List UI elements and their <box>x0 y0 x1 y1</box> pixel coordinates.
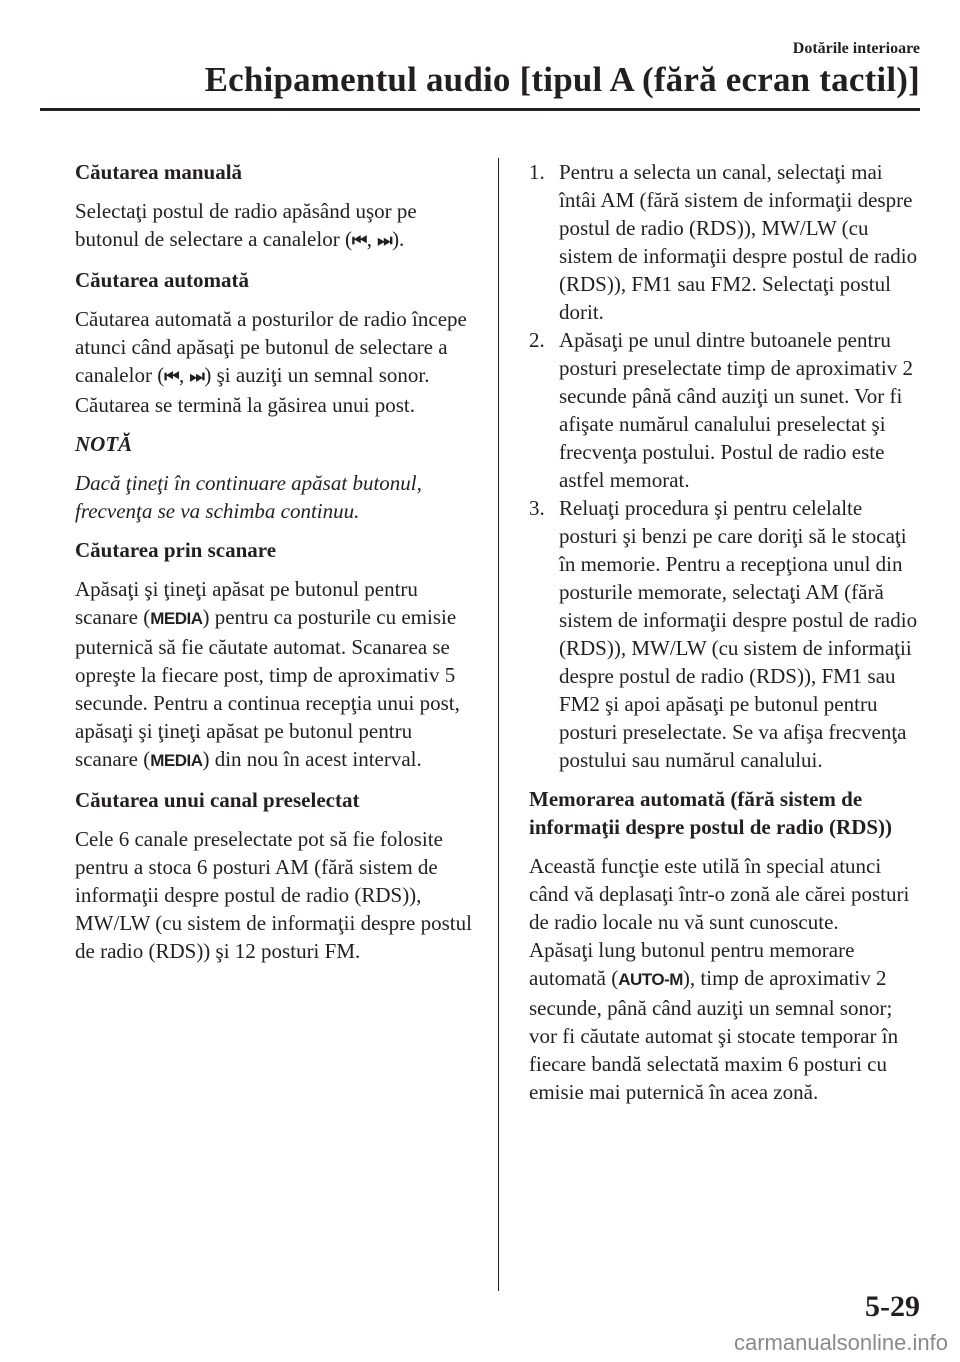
scan-search-heading: Căutarea prin scanare <box>75 538 277 562</box>
step-number: 2. <box>529 328 545 352</box>
auto-text-b: ) şi auziţi un semnal sonor. Căutarea se termină la găsirea unui post. <box>75 363 430 417</box>
media-button-icon: MEDIA <box>150 751 203 770</box>
manual-search-heading: Căutarea manuală <box>75 160 243 184</box>
manual-text-b: ). <box>392 227 405 251</box>
preset-steps-list <box>529 158 924 774</box>
list-item <box>529 494 924 774</box>
preset-search-heading: Căutarea unui canal preselectat <box>75 788 360 812</box>
manual-text-a: Selectaţi postul de radio apăsând uşor pe butonul de selectare a canalelor ( <box>75 199 417 251</box>
step-text: Reluaţi procedura şi pentru celelalte posturi şi benzi pe care doriţi să le stocaţi în memorie. Pentru a recepţiona unul din posturile memorate, selectaţi AM (fără sistem de informaţii despre postul de radio (RDS)), MW/LW (cu sistem de informaţii despre postul de radio (RDS)), FM1 sau FM2 şi apoi apăsaţi pe butonul pentru posturi preselectate. Se va afişa frecvenţa postului sau numărul canalului. <box>559 496 918 772</box>
media-button-icon: MEDIA <box>150 609 203 628</box>
watermark: carmanualsonline.info <box>733 1330 948 1355</box>
auto-text-a: Căutarea automată a posturilor de radio începe atunci când apăsaţi pe butonul de selectare a canalelor ( <box>75 307 467 387</box>
seek-down-icon: ⏮ <box>351 231 367 250</box>
scan-text-c: ) din nou în acest interval. <box>202 747 422 771</box>
list-item <box>529 158 924 326</box>
step-text: Pentru a selecta un canal, selectaţi mai întâi AM (fără sistem de informaţii despre postul de radio (RDS)), MW/LW (cu sistem de informaţii despre postul de radio (RDS)), FM1 sau FM2. Selectaţi postul dorit. <box>559 160 918 324</box>
note-title: NOTĂ <box>75 432 133 456</box>
manual-search-text <box>75 197 477 255</box>
auto-search-heading: Căutarea automată <box>75 268 250 292</box>
column-divider <box>498 158 499 1291</box>
header-rule <box>40 108 920 111</box>
step-text: Apăsaţi pe unul dintre butoanele pentru posturi preselectate timp de aproximativ 2 secunde până când auziţi un sunet. Vor fi afişate numărul canalului preselectat şi frecvenţa postului. Postul de radio este astfel memorat. <box>559 328 913 492</box>
page-number: 5-29 <box>865 1290 920 1323</box>
auto-memory-text-1: Această funcţie este utilă în special atunci când vă deplasaţi într-o zonă ale cărei posturi de radio locale nu vă sunt cunoscute. <box>529 854 910 934</box>
auto-sep: , <box>179 363 185 387</box>
scan-text-a: Apăsaţi şi ţineţi apăsat pe butonul pentru scanare ( <box>75 577 418 629</box>
seek-up-icon: ⏭ <box>377 231 393 250</box>
auto-search-text <box>75 305 477 419</box>
automem-text-a: Apăsaţi lung butonul pentru memorare automată ( <box>529 938 855 990</box>
seek-down-icon: ⏮ <box>164 367 180 386</box>
preset-search-text: Cele 6 canale preselectate pot să fie folosite pentru a stoca 6 posturi AM (fără sistem de informaţii despre postul de radio (RDS)), MW/LW (cu sistem de informaţii despre postul de radio (RDS)) şi 12 posturi FM. <box>75 827 472 963</box>
seek-up-icon: ⏭ <box>189 367 205 386</box>
automem-text-b: ), timp de aproximativ 2 secunde, până când auziţi un semnal sonor; vor fi căutate automat şi stocate temporar în fiecare bandă selectată maxim 6 posturi cu emisie mai puternică în acea zonă. <box>529 966 899 1104</box>
left-column <box>75 158 477 976</box>
list-item <box>529 326 924 494</box>
auto-memory-text-2 <box>529 936 924 1106</box>
manual-sep: , <box>366 227 372 251</box>
section-label: Dotările interioare <box>792 40 920 57</box>
note-text: Dacă ţineţi în continuare apăsat butonul, frecvenţa se va schimba continuu. <box>75 471 422 523</box>
step-number: 1. <box>529 160 545 184</box>
page-title: Echipamentul audio [tipul A (fără ecran tactil)] <box>204 60 920 99</box>
auto-memory-heading: Memorarea automată (fără sistem de informaţii despre postul de radio (RDS)) <box>529 787 893 839</box>
scan-search-text <box>75 575 477 775</box>
step-number: 3. <box>529 496 545 520</box>
auto-m-button-icon: AUTO-M <box>618 970 683 989</box>
scan-text-b: ) pentru ca posturile cu emisie puternică să fie căutate automat. Scanarea se opreşte la fiecare post, timp de aproximativ 5 secunde. Pentru a continua recepţia unui post, apăsaţi şi ţineţi apăsat pe butonul pentru scanare ( <box>75 605 460 771</box>
right-column <box>529 158 924 1117</box>
